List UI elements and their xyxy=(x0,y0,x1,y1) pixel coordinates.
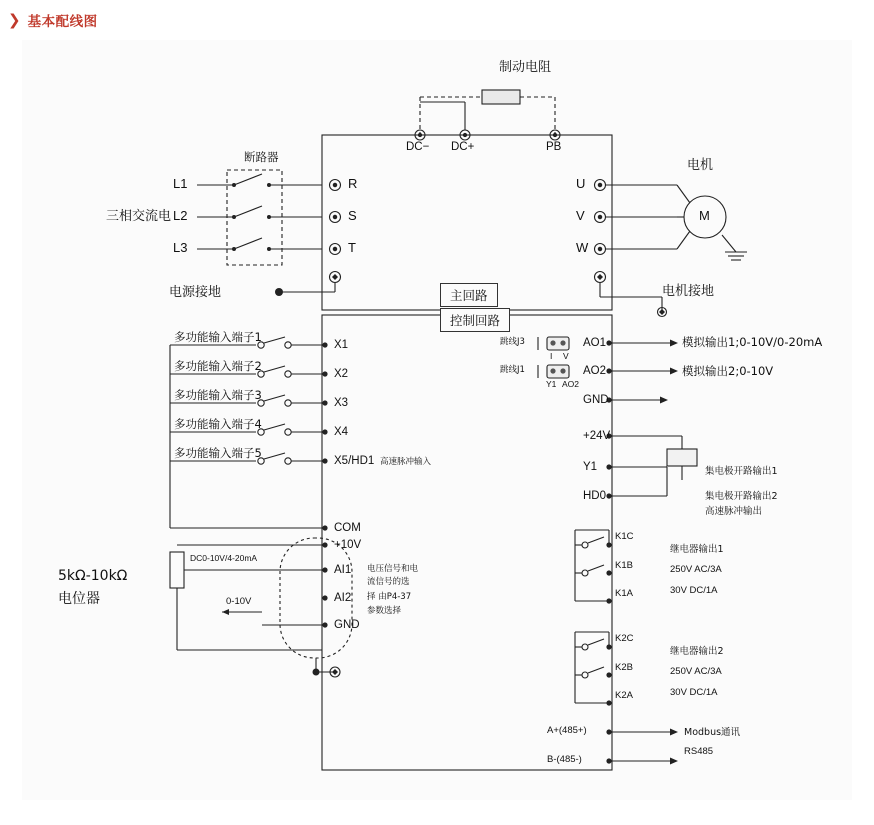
jumper-j3-label: 跳线J3 xyxy=(500,337,525,347)
terminal-a485-label: A+(485+) xyxy=(547,725,587,736)
terminal-v-label: V xyxy=(576,208,585,223)
terminal-gnd-ao-label: GND xyxy=(583,394,609,406)
hd0-note-label-1: 集电极开路输出2 xyxy=(705,491,778,502)
analog-range-note: 0-10V xyxy=(226,596,252,607)
y1-note-label: 集电极开路输出1 xyxy=(705,466,778,477)
control-circuit-label: 控制回路 xyxy=(440,308,510,332)
potentiometer-label: 电位器 xyxy=(58,591,100,607)
relay2-note-3: 30V DC/1A xyxy=(670,687,718,698)
pb-label: PB xyxy=(546,141,562,153)
terminal-hd0-label: HD0 xyxy=(583,490,607,502)
ai-note-line3: 择 由P4-37 xyxy=(367,592,412,602)
relay2-note-2: 250V AC/3A xyxy=(670,666,722,677)
x5-note-label: 高速脉冲输入 xyxy=(380,457,432,467)
three-phase-label: 三相交流电 xyxy=(106,209,172,224)
line-l1-label: L1 xyxy=(173,176,188,191)
terminal-w-label: W xyxy=(576,240,589,255)
power-ground-label: 电源接地 xyxy=(169,285,222,300)
terminal-k2b-label: K2B xyxy=(615,662,633,673)
di-label-5: 多功能输入端子5 xyxy=(174,446,262,460)
potentiometer-value-label: 5kΩ-10kΩ xyxy=(58,568,128,584)
comm-note-1: Modbus通讯 xyxy=(684,727,741,738)
hd0-note-label-2: 高速脉冲输出 xyxy=(705,506,763,517)
relay1-note-1: 继电器输出1 xyxy=(670,544,724,555)
section-header xyxy=(0,8,874,32)
page-title: 基本配线图 xyxy=(27,14,98,29)
brake-resistor-label: 制动电阻 xyxy=(499,60,552,75)
terminal-k1c-label: K1C xyxy=(615,531,634,542)
terminal-u-label: U xyxy=(576,176,586,191)
line-l3-label: L3 xyxy=(173,240,188,255)
ai-note-line4: 参数选择 xyxy=(367,606,402,616)
motor-label: 电机 xyxy=(687,158,714,173)
main-circuit-label: 主回路 xyxy=(440,283,498,307)
terminal-gnd-ai-label: GND xyxy=(334,619,360,631)
terminal-r-label: R xyxy=(348,176,358,191)
terminal-b485-label: B-(485-) xyxy=(547,754,582,765)
terminal-com-label: COM xyxy=(334,522,361,534)
relay1-note-2: 250V AC/3A xyxy=(670,564,722,575)
terminal-k2a-label: K2A xyxy=(615,690,633,701)
terminal-x5-label: X5/HD1 xyxy=(334,455,375,467)
terminal-s-label: S xyxy=(348,208,357,223)
di-label-1: 多功能输入端子1 xyxy=(174,330,262,344)
analog-source-note: DC0-10V/4-20mA xyxy=(190,553,258,563)
comm-note-2: RS485 xyxy=(684,746,714,757)
terminal-24v-label: +24V xyxy=(583,430,611,442)
terminal-10v-label: +10V xyxy=(334,539,362,551)
ao1-note-label: 模拟输出1;0-10V/0-20mA xyxy=(682,335,823,349)
jumper-axis-v-label: V xyxy=(563,351,569,361)
terminal-ao1-label: AO1 xyxy=(583,337,607,349)
terminal-k1b-label: K1B xyxy=(615,560,633,571)
relay1-note-3: 30V DC/1A xyxy=(670,585,718,596)
terminal-x1-label: X1 xyxy=(334,339,349,351)
di-label-4: 多功能输入端子4 xyxy=(174,417,262,431)
terminal-x4-label: X4 xyxy=(334,426,349,438)
di-label-2: 多功能输入端子2 xyxy=(174,359,262,373)
terminal-x3-label: X3 xyxy=(334,397,349,409)
terminal-ai2-label: AI2 xyxy=(334,592,352,604)
breaker-label: 断路器 xyxy=(244,150,279,164)
ai-note-line2: 流信号的选 xyxy=(367,577,410,587)
terminal-ai1-label: AI1 xyxy=(334,564,352,576)
wiring-diagram xyxy=(22,40,852,800)
terminal-y1-label: Y1 xyxy=(583,461,598,473)
motor-symbol-label: M xyxy=(699,208,710,223)
diagram-svg xyxy=(22,40,852,800)
jumper-y1-label: Y1 xyxy=(546,379,557,389)
motor-ground-label: 电机接地 xyxy=(662,284,715,299)
jumper-axis-i-label: I xyxy=(550,351,553,361)
terminal-x2-label: X2 xyxy=(334,368,349,380)
jumper-ao2-label: AO2 xyxy=(562,379,580,389)
ai-note-line1: 电压信号和电 xyxy=(367,564,419,574)
ao2-note-label: 模拟输出2;0-10V xyxy=(682,364,774,378)
chevron-right-icon: ❯ xyxy=(8,11,21,29)
terminal-t-label: T xyxy=(348,240,356,255)
dc-minus-label: DC− xyxy=(406,141,430,153)
di-label-3: 多功能输入端子3 xyxy=(174,388,262,402)
relay2-note-1: 继电器输出2 xyxy=(670,646,724,657)
dc-plus-label: DC+ xyxy=(451,141,475,153)
terminal-ao2-label: AO2 xyxy=(583,365,607,377)
line-l2-label: L2 xyxy=(173,208,188,223)
terminal-k1a-label: K1A xyxy=(615,588,633,599)
terminal-k2c-label: K2C xyxy=(615,633,634,644)
jumper-j1-label: 跳线J1 xyxy=(500,365,525,375)
